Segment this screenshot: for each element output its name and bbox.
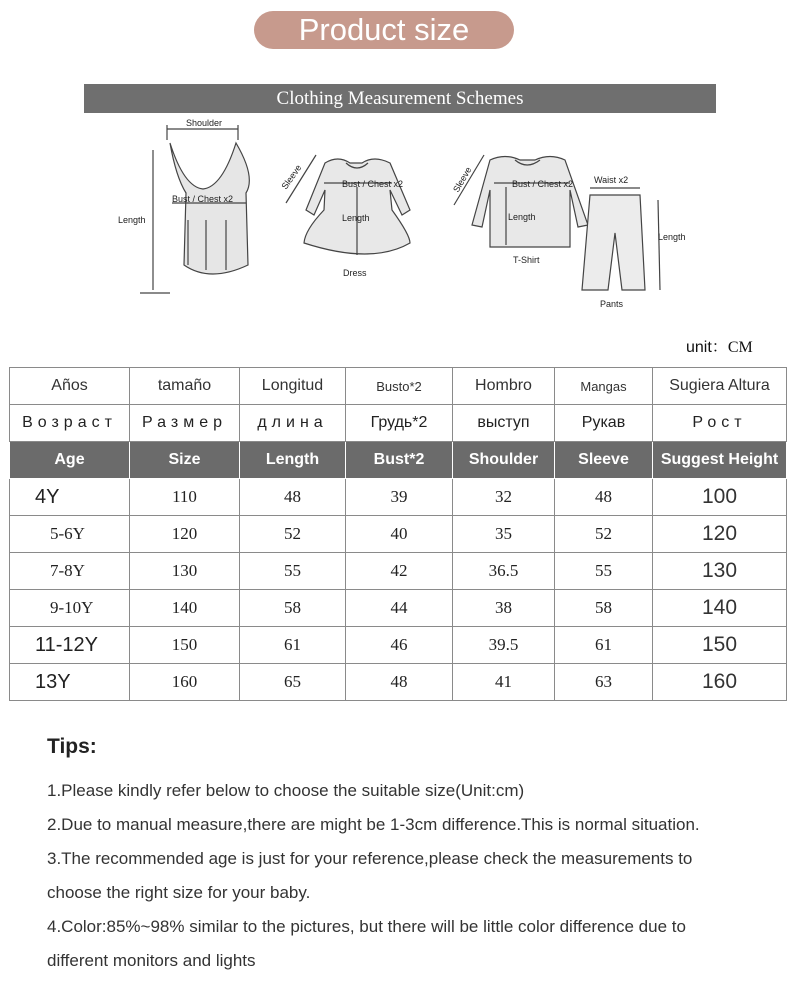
tip-line: 1.Please kindly refer below to choose the suitable size(Unit:cm) — [47, 781, 525, 800]
header-cell: Размер — [130, 405, 240, 442]
header-cell: Mangas — [555, 368, 653, 405]
table-row — [10, 627, 787, 664]
tip-line: different monitors and lights — [47, 951, 256, 970]
header-cell: Size — [130, 442, 240, 479]
tshirt-sleeve-label: Sleeve — [451, 165, 474, 194]
height-cell: 120 — [653, 516, 787, 553]
pants-caption: Pants — [600, 299, 624, 309]
shoulder-cell: 39.5 — [453, 627, 555, 664]
age-cell: 9-10Y — [10, 590, 130, 627]
shoulder-label: Shoulder — [186, 118, 223, 128]
header-cell: Shoulder — [453, 442, 555, 479]
bust-cell: 39 — [346, 479, 453, 516]
bust-cell: 46 — [346, 627, 453, 664]
tshirt-bust-label: Bust / Chest x2 — [512, 179, 574, 189]
age-cell: 13Y — [10, 664, 130, 701]
pants-illustration — [582, 188, 660, 290]
shoulder-cell: 36.5 — [453, 553, 555, 590]
dress-sleeve-label: Sleeve — [279, 162, 304, 192]
size-cell: 110 — [130, 479, 240, 516]
header-cell: Longitud — [240, 368, 346, 405]
tip-line: 3.The recommended age is just for your reference,please check the measurements to — [47, 849, 693, 868]
height-cell: 150 — [653, 627, 787, 664]
shoulder-cell: 38 — [453, 590, 555, 627]
dress-illustration — [286, 155, 410, 255]
measurement-diagram — [110, 115, 710, 315]
russian-header-row — [10, 405, 787, 442]
table-row — [10, 590, 787, 627]
header-cell: Грудь*2 — [346, 405, 453, 442]
header-cell: Рукав — [555, 405, 653, 442]
header-cell: Age — [10, 442, 130, 479]
dress-caption: Dress — [343, 268, 367, 278]
shoulder-cell: 32 — [453, 479, 555, 516]
height-cell: 100 — [653, 479, 787, 516]
tshirt-length-label: Length — [508, 212, 536, 222]
bust-cell: 40 — [346, 516, 453, 553]
header-cell: длина — [240, 405, 346, 442]
table-row — [10, 553, 787, 590]
size-cell: 130 — [130, 553, 240, 590]
product-size-banner: Product size — [254, 11, 514, 49]
tip-line: 2.Due to manual measure,there are might be 1-3cm difference.This is normal situation. — [47, 815, 700, 834]
tshirt-illustration — [454, 155, 588, 247]
age-cell: 7-8Y — [10, 553, 130, 590]
tank-bust-label: Bust / Chest x2 — [172, 194, 234, 204]
tshirt-caption: T-Shirt — [513, 255, 540, 265]
length-cell: 48 — [240, 479, 346, 516]
tank-length-label: Length — [118, 215, 146, 225]
header-cell: tamaño — [130, 368, 240, 405]
unit-note — [686, 334, 753, 357]
sleeve-cell: 52 — [555, 516, 653, 553]
header-cell: Sleeve — [555, 442, 653, 479]
height-cell: 140 — [653, 590, 787, 627]
header-cell: Busto*2 — [346, 368, 453, 405]
size-cell: 160 — [130, 664, 240, 701]
length-cell: 65 — [240, 664, 346, 701]
bust-cell: 48 — [346, 664, 453, 701]
tip-line: 4.Color:85%~98% similar to the pictures, but there will be little color difference due to — [47, 917, 686, 936]
table-row — [10, 479, 787, 516]
header-cell: Рост — [653, 405, 787, 442]
header-cell: выступ — [453, 405, 555, 442]
bust-cell: 42 — [346, 553, 453, 590]
height-cell: 130 — [653, 553, 787, 590]
spanish-header-row — [10, 368, 787, 405]
age-cell: 5-6Y — [10, 516, 130, 553]
dress-bust-label: Bust / Chest x2 — [342, 179, 404, 189]
sleeve-cell: 55 — [555, 553, 653, 590]
height-cell: 160 — [653, 664, 787, 701]
unit-value: CM — [727, 339, 753, 356]
length-cell: 61 — [240, 627, 346, 664]
sleeve-cell: 63 — [555, 664, 653, 701]
unit-label: unit： — [686, 339, 728, 356]
age-cell: 4Y — [10, 479, 130, 516]
tips-heading: Tips: — [47, 735, 97, 758]
tips-list — [47, 774, 777, 978]
size-cell: 140 — [130, 590, 240, 627]
table-row — [10, 516, 787, 553]
tank-top-illustration — [140, 125, 249, 293]
measurement-scheme-title: Clothing Measurement Schemes — [84, 84, 716, 113]
size-cell: 150 — [130, 627, 240, 664]
sleeve-cell: 48 — [555, 479, 653, 516]
header-cell: Hombro — [453, 368, 555, 405]
header-cell: Length — [240, 442, 346, 479]
tip-line: choose the right size for your baby. — [47, 883, 311, 902]
shoulder-cell: 35 — [453, 516, 555, 553]
english-header-row — [10, 442, 787, 479]
header-cell: Sugiera Altura — [653, 368, 787, 405]
size-table — [9, 367, 787, 701]
age-cell: 11-12Y — [10, 627, 130, 664]
waist-label: Waist x2 — [594, 175, 629, 185]
pants-length-label: Length — [658, 232, 686, 242]
length-cell: 52 — [240, 516, 346, 553]
length-cell: 58 — [240, 590, 346, 627]
header-cell: Años — [10, 368, 130, 405]
header-cell: Bust*2 — [346, 442, 453, 479]
length-cell: 55 — [240, 553, 346, 590]
bust-cell: 44 — [346, 590, 453, 627]
shoulder-cell: 41 — [453, 664, 555, 701]
sleeve-cell: 61 — [555, 627, 653, 664]
header-cell: Возраст — [10, 405, 130, 442]
sleeve-cell: 58 — [555, 590, 653, 627]
dress-length-label: Length — [342, 213, 370, 223]
size-cell: 120 — [130, 516, 240, 553]
table-row — [10, 664, 787, 701]
header-cell: Suggest Height — [653, 442, 787, 479]
